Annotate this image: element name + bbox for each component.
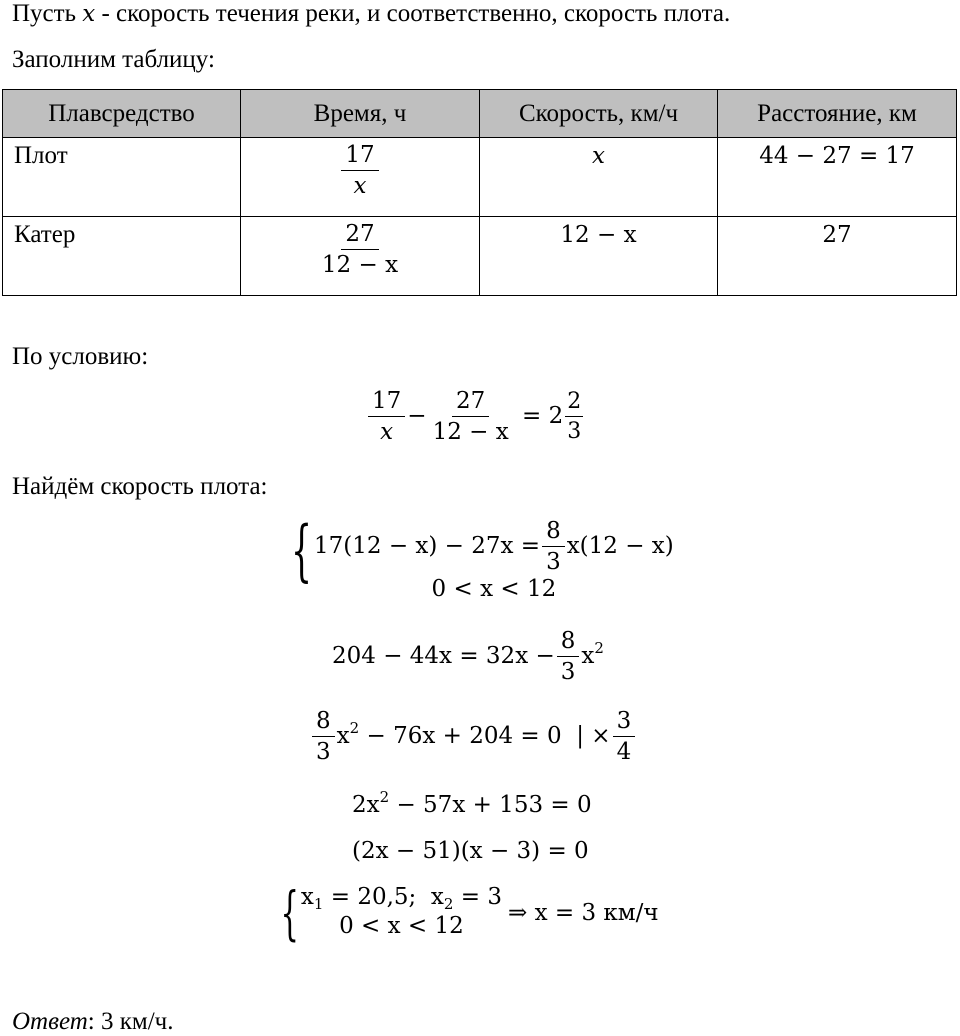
fraction — [542, 518, 565, 576]
header-vehicle: Плавсредство — [3, 90, 241, 138]
intro-line-1 — [12, 0, 730, 28]
header-time: Время, ч — [241, 90, 480, 138]
condition-equation — [366, 388, 585, 446]
table-row — [3, 138, 957, 217]
cell-speed-boat — [480, 217, 718, 296]
exponent: 2 — [349, 718, 360, 737]
fraction-numerator: 8 — [542, 518, 565, 547]
expr: = 3 — [453, 884, 502, 910]
expr: x(12 − x) — [566, 532, 674, 559]
system-line-2: 0 < x < 12 — [431, 575, 557, 602]
speed-value: x — [592, 143, 605, 169]
expr: = 20,5; x — [323, 884, 444, 910]
brace-icon: { — [291, 512, 312, 589]
cell-speed-raft — [480, 138, 718, 217]
fraction-denominator: 12 − x — [321, 252, 399, 279]
exponent: 2 — [379, 788, 390, 806]
row-label-boat: Катер — [3, 217, 241, 296]
table-header-row — [3, 90, 957, 138]
system-lines — [314, 518, 674, 602]
find-label: Найдём скорость плота: — [12, 473, 268, 500]
expr: x — [300, 884, 314, 910]
fraction-numerator: 3 — [613, 708, 636, 737]
variable-x: x — [82, 1, 96, 27]
fraction-denominator: 12 − x — [432, 419, 509, 446]
intro-line-2: Заполним таблицу: — [12, 46, 215, 73]
fraction-denominator: 3 — [567, 419, 582, 445]
fraction — [341, 142, 378, 200]
expr: 204 − 44x = 32x − — [332, 642, 555, 669]
expr: − 76x + 204 = 0 | × — [359, 722, 611, 749]
table-row — [3, 217, 957, 296]
brace-icon: { — [280, 879, 299, 947]
fraction — [557, 628, 580, 686]
expr: − 57x + 153 = 0 — [389, 792, 592, 818]
fraction-denominator: 3 — [546, 549, 561, 576]
row-label-raft: Плот — [3, 138, 241, 217]
fraction — [429, 388, 513, 446]
fraction-numerator: 17 — [368, 388, 405, 417]
step-2-equation — [332, 628, 604, 686]
intro-text-a: Пусть — [12, 0, 83, 27]
step-3-equation — [310, 708, 637, 766]
fraction — [368, 388, 405, 446]
fraction-denominator: 4 — [616, 739, 632, 766]
fraction — [318, 221, 402, 279]
system-line-2: 0 < x < 12 — [339, 913, 464, 939]
fraction-numerator: 8 — [312, 708, 335, 737]
fraction-denominator: x — [353, 173, 367, 200]
equation-system-2 — [262, 879, 502, 947]
data-table — [2, 89, 957, 296]
step-5-equation: (2x − 51)(x − 3) = 0 — [352, 838, 589, 864]
step-4-equation — [352, 788, 592, 818]
distance-value: 44 − 27 = 17 — [759, 143, 915, 169]
cell-distance-raft — [718, 138, 957, 217]
fraction-numerator: 17 — [341, 142, 378, 171]
fraction-denominator: 3 — [560, 659, 576, 686]
fraction-numerator: 2 — [565, 389, 583, 417]
fraction — [312, 708, 335, 766]
intro-text-b: - скорость течения реки, и соответственно, скорость плота. — [95, 0, 731, 27]
header-speed: Скорость, км/ч — [480, 90, 718, 138]
answer-line — [12, 1008, 173, 1036]
system-line-1 — [301, 884, 502, 913]
fraction-numerator: 27 — [452, 388, 489, 417]
equation-system-1 — [270, 512, 674, 602]
fraction — [565, 389, 583, 445]
speed-value: 12 − x — [560, 222, 637, 248]
subscript: 1 — [313, 895, 324, 913]
expr: x — [581, 642, 595, 669]
system-line-1 — [314, 518, 674, 576]
fraction-numerator: 8 — [557, 628, 580, 657]
exponent: 2 — [594, 638, 604, 657]
header-distance: Расстояние, км — [718, 90, 957, 138]
expr: 17(12 − x) − 27x = — [314, 532, 541, 559]
cell-time-boat — [241, 217, 480, 296]
answer-label: Ответ — [12, 1008, 88, 1035]
cell-time-raft — [241, 138, 480, 217]
system-lines — [301, 884, 502, 942]
fraction — [613, 708, 636, 766]
minus-sign: − — [407, 402, 427, 429]
equals-whole: = 2 — [522, 402, 564, 429]
fraction-denominator: 3 — [316, 739, 331, 766]
expr: 2x — [352, 792, 380, 818]
expr: x — [336, 722, 350, 749]
fraction-numerator: 27 — [341, 221, 378, 250]
distance-value: 27 — [822, 222, 852, 248]
fraction-denominator: x — [380, 419, 394, 446]
subscript: 2 — [443, 895, 454, 913]
cell-distance-boat — [718, 217, 957, 296]
system-2-result: ⇒ x = 3 км/ч — [508, 900, 659, 926]
condition-label: По условию: — [12, 343, 149, 370]
answer-value: : 3 км/ч. — [87, 1008, 174, 1035]
